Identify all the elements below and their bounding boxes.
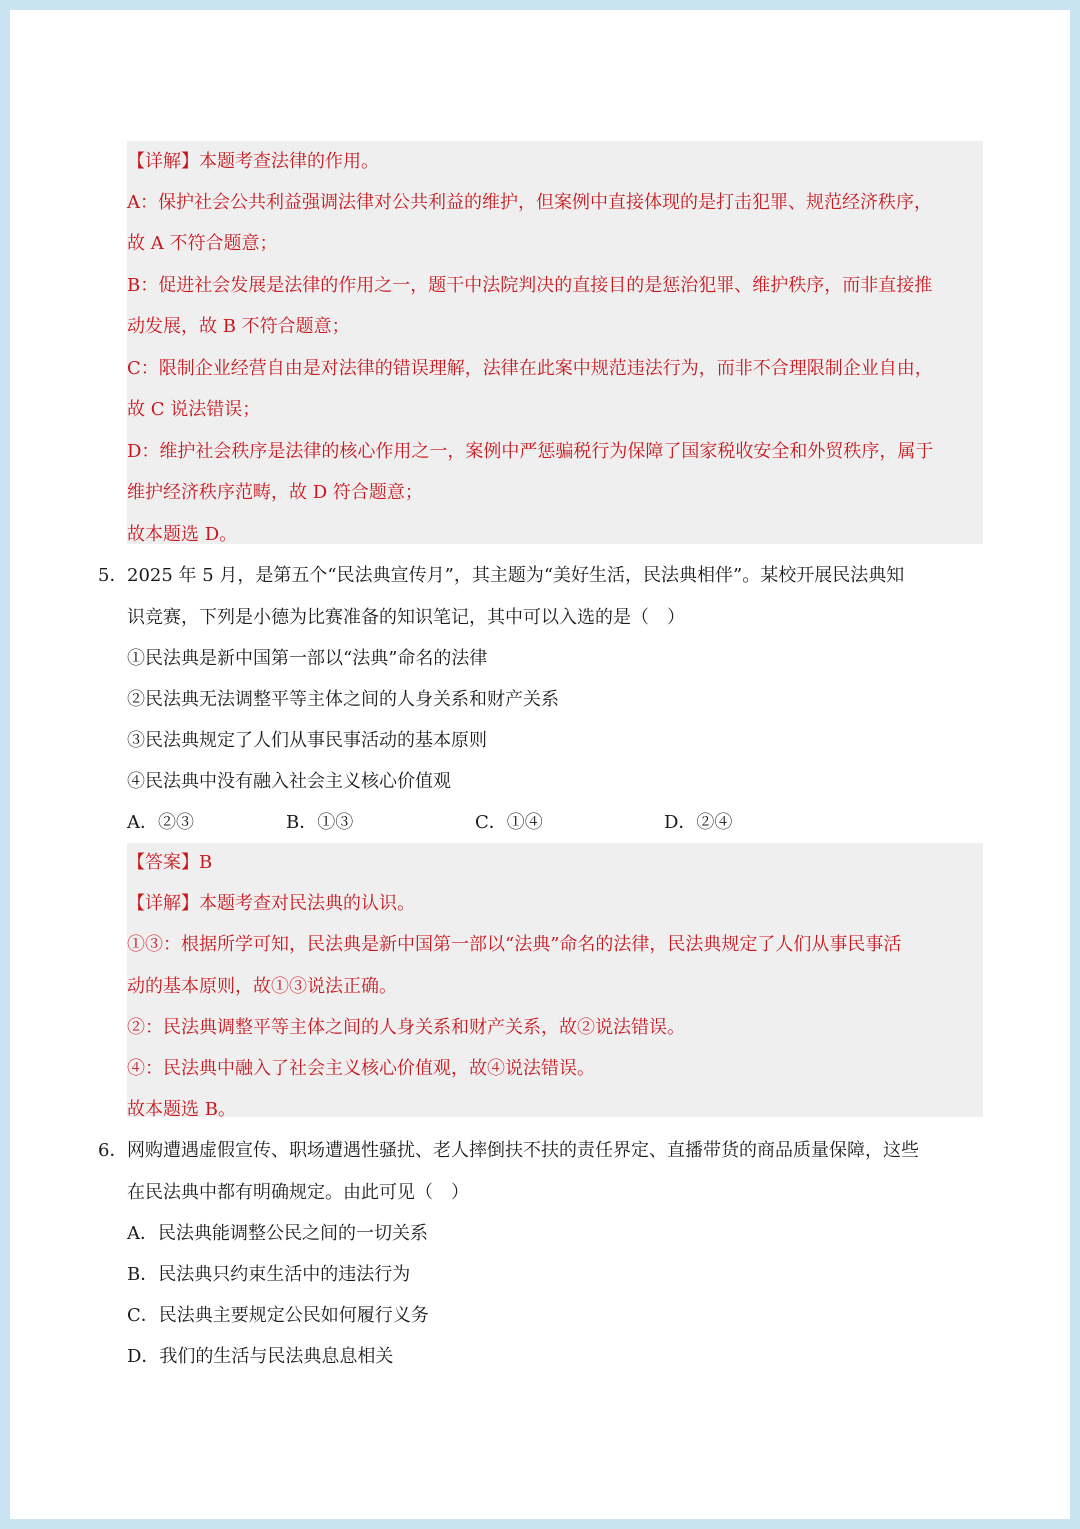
q5-statement: ③民法典规定了人们从事民事活动的基本原则 xyxy=(127,730,487,751)
q4-analysis-line: 故 A 不符合题意； xyxy=(127,233,278,254)
q5-stem-line: 2025 年 5 月，是第五个“民法典宣传月”，其主题为“美好生活，民法典相伴”。某校开展民法典知 xyxy=(127,565,905,586)
q5-statement: ②民法典无法调整平等主体之间的人身关系和财产关系 xyxy=(127,689,559,710)
q6-option-c: C．民法典主要规定公民如何履行义务 xyxy=(127,1305,429,1326)
q6-stem-line: 网购遭遇虚假宣传、职场遭遇性骚扰、老人摔倒扶不扶的责任界定、直播带货的商品质量保障，这些 xyxy=(127,1140,919,1161)
q5-option-b: B．①③ xyxy=(286,812,354,833)
q4-analysis-line: A：保护社会公共利益强调法律对公共利益的维护，但案例中直接体现的是打击犯罪、规范经济秩序， xyxy=(127,192,932,213)
q4-analysis-line: 维护经济秩序范畴，故 D 符合题意； xyxy=(127,482,423,503)
q5-number: 5． xyxy=(98,565,128,586)
q5-conclusion: 故本题选 B。 xyxy=(127,1099,236,1120)
document-page xyxy=(10,10,1070,1519)
q4-analysis-line: D：维护社会秩序是法律的核心作用之一，案例中严惩骗税行为保障了国家税收安全和外贸秩序，属于 xyxy=(127,441,934,462)
q6-option-b: B．民法典只约束生活中的违法行为 xyxy=(127,1264,411,1285)
q5-detail-heading: 【详解】本题考查对民法典的认识。 xyxy=(127,893,415,914)
q4-analysis-line: C：限制企业经营自由是对法律的错误理解，法律在此案中规范违法行为，而非不合理限制企业自由， xyxy=(127,358,933,379)
q5-analysis-line: ②：民法典调整平等主体之间的人身关系和财产关系，故②说法错误。 xyxy=(127,1017,685,1038)
q5-analysis-line: ①③：根据所学可知，民法典是新中国第一部以“法典”命名的法律，民法典规定了人们从事民事活 xyxy=(127,934,902,955)
q6-number: 6． xyxy=(98,1140,128,1161)
q6-option-d: D．我们的生活与民法典息息相关 xyxy=(127,1346,394,1367)
q5-answer: 【答案】B xyxy=(127,852,213,873)
q5-analysis-line: 动的基本原则，故①③说法正确。 xyxy=(127,976,397,997)
q5-statement: ④民法典中没有融入社会主义核心价值观 xyxy=(127,771,451,792)
q5-option-d: D．②④ xyxy=(664,812,733,833)
q5-option-a: A．②③ xyxy=(127,812,194,833)
q5-statement: ①民法典是新中国第一部以“法典”命名的法律 xyxy=(127,648,488,669)
q4-conclusion: 故本题选 D。 xyxy=(127,524,238,545)
q5-analysis-line: ④：民法典中融入了社会主义核心价值观，故④说法错误。 xyxy=(127,1058,595,1079)
q5-option-c: C．①④ xyxy=(475,812,543,833)
q5-stem-line: 识竞赛，下列是小德为比赛准备的知识笔记，其中可以入选的是（ ） xyxy=(127,607,685,628)
q6-stem-line: 在民法典中都有明确规定。由此可见（ ） xyxy=(127,1182,469,1203)
q4-detail-heading: 【详解】本题考查法律的作用。 xyxy=(127,151,379,172)
q4-analysis-line: 动发展，故 B 不符合题意； xyxy=(127,316,350,337)
q4-analysis-line: 故 C 说法错误； xyxy=(127,399,261,420)
q6-option-a: A．民法典能调整公民之间的一切关系 xyxy=(127,1223,428,1244)
q4-analysis-line: B：促进社会发展是法律的作用之一，题干中法院判决的直接目的是惩治犯罪、维护秩序，而非直接推 xyxy=(127,275,933,296)
